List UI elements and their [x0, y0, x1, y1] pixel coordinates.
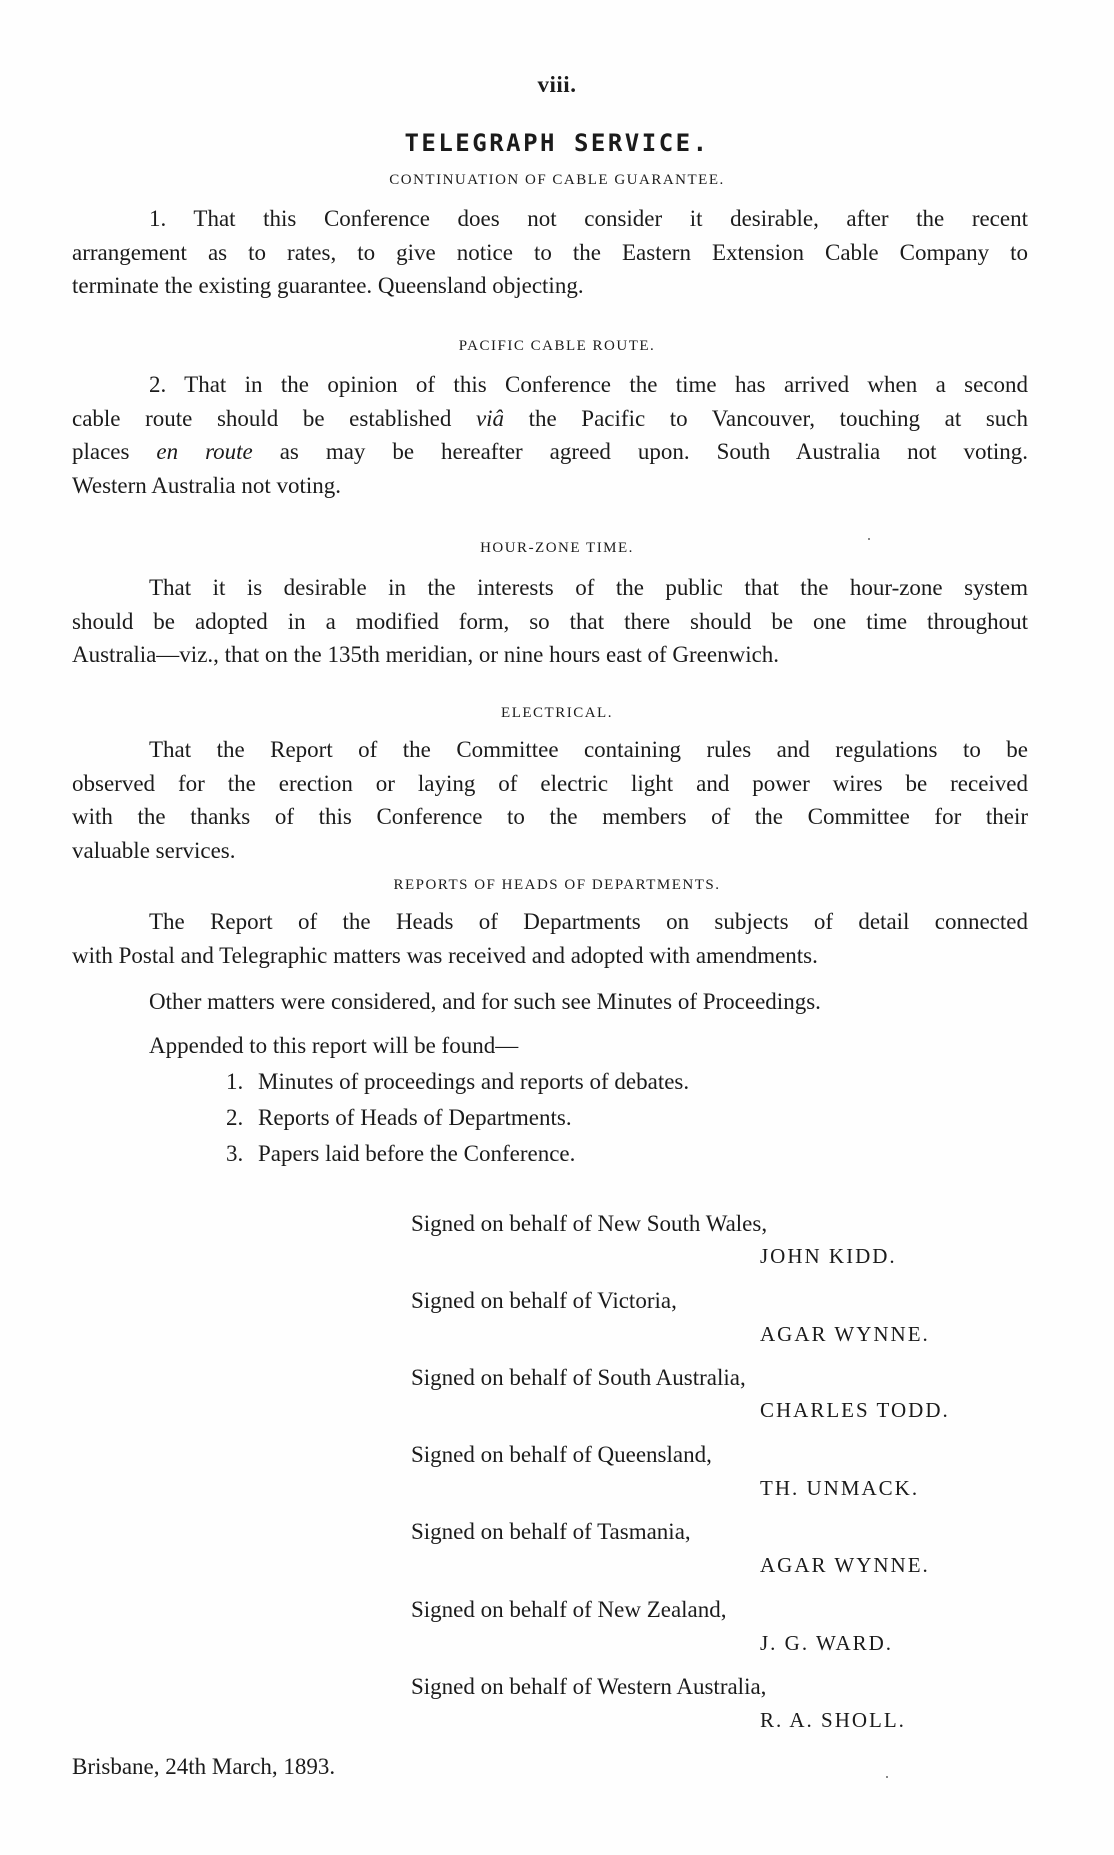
list-number: 1. — [226, 1069, 244, 1094]
list-number: 2. — [226, 1105, 244, 1130]
print-speck — [868, 538, 870, 540]
signature-behalf: Signed on behalf of Queensland, — [411, 1442, 712, 1467]
paragraph-line: terminate the existing guarantee. Queensland objecting. — [72, 273, 584, 298]
signatory-name: J. G. WARD. — [760, 1631, 894, 1655]
place-and-date: Brisbane, 24th March, 1893. — [72, 1754, 336, 1779]
paragraph-line: Australia—viz., that on the 135th meridian, or nine hours east of Greenwich. — [72, 642, 780, 667]
paragraph-line: with the thanks of this Conference to the members of the Committee for their — [72, 804, 1028, 829]
paragraph-line: Western Australia not voting. — [72, 472, 341, 498]
text-run: the Pacific to Vancouver, touching at such — [504, 405, 1028, 431]
other-matters-line: Other matters were considered, and for such see Minutes of Proceedings. — [149, 989, 821, 1014]
signatory-name: TH. UNMACK. — [760, 1476, 920, 1500]
signature-behalf: Signed on behalf of Victoria, — [411, 1288, 677, 1313]
list-number: 3. — [226, 1141, 244, 1166]
paragraph-heads-reports — [72, 905, 1028, 972]
signature-behalf: Signed on behalf of New South Wales, — [411, 1211, 768, 1236]
section-heading-hour-zone: HOUR-ZONE TIME. — [480, 540, 634, 556]
section-heading-heads-reports: REPORTS OF HEADS OF DEPARTMENTS. — [393, 877, 721, 893]
paragraph-electrical — [72, 733, 1028, 867]
signature-behalf: Signed on behalf of Western Australia, — [411, 1674, 767, 1699]
signatory-name: JOHN KIDD. — [760, 1244, 897, 1268]
paragraph-line: That it is desirable in the interests of the public that the hour-zone system — [149, 575, 1028, 600]
paragraph-line — [72, 435, 1028, 469]
paragraph-line: with Postal and Telegraphic matters was received and adopted with amendments. — [72, 942, 818, 968]
paragraph-line: valuable services. — [72, 837, 236, 863]
appended-list-item — [226, 1101, 572, 1134]
list-text: Papers laid before the Conference. — [258, 1141, 576, 1166]
signatory-name: R. A. SHOLL. — [760, 1708, 906, 1732]
paragraph-line: should be adopted in a modified form, so that there should be one time throughout — [72, 608, 1028, 634]
appended-intro: Appended to this report will be found— — [149, 1033, 519, 1058]
signatory-name: AGAR WYNNE. — [760, 1322, 930, 1346]
signatory-name: AGAR WYNNE. — [760, 1553, 930, 1577]
paragraph-line: The Report of the Heads of Departments on subjects of detail connected — [149, 909, 1028, 934]
paragraph-line: arrangement as to rates, to give notice to the Eastern Extension Cable Company to — [72, 239, 1028, 265]
italic-text: en route — [156, 439, 253, 464]
signature-behalf: Signed on behalf of New Zealand, — [411, 1597, 727, 1622]
list-text: Reports of Heads of Departments. — [258, 1105, 572, 1130]
section-heading-pacific-route: PACIFIC CABLE ROUTE. — [458, 338, 656, 354]
paragraph-hour-zone — [72, 571, 1028, 672]
paragraph-line: 2. That in the opinion of this Conference the time has arrived when a second — [149, 372, 1028, 397]
paragraph-line — [72, 402, 1028, 436]
section-heading-cable-guarantee: CONTINUATION OF CABLE GUARANTEE. — [389, 172, 725, 188]
print-speck — [886, 1776, 888, 1778]
list-text: Minutes of proceedings and reports of debates. — [258, 1069, 690, 1094]
page-title: TELEGRAPH SERVICE. — [404, 129, 710, 157]
signature-behalf: Signed on behalf of Tasmania, — [411, 1519, 691, 1544]
text-run: cable route should be established — [72, 405, 476, 431]
signatory-name: CHARLES TODD. — [760, 1398, 950, 1422]
paragraph-line: That the Report of the Committee containing rules and regulations to be — [149, 737, 1028, 762]
signature-behalf: Signed on behalf of South Australia, — [411, 1365, 746, 1390]
text-run: as may be hereafter agreed upon. South Australia not voting. — [252, 439, 1029, 464]
paragraph-line: 1. That this Conference does not consider it desirable, after the recent — [149, 206, 1028, 231]
page-number: viii. — [537, 72, 577, 97]
paragraph-cable-guarantee — [72, 202, 1028, 303]
appended-list-item — [226, 1137, 575, 1170]
text-run: places — [72, 439, 157, 464]
appended-list-item — [226, 1065, 689, 1098]
paragraph-pacific-route — [72, 368, 1028, 502]
italic-text: viâ — [475, 405, 505, 431]
section-heading-electrical: ELECTRICAL. — [501, 705, 613, 721]
paragraph-line: observed for the erection or laying of electric light and power wires be received — [72, 770, 1028, 796]
